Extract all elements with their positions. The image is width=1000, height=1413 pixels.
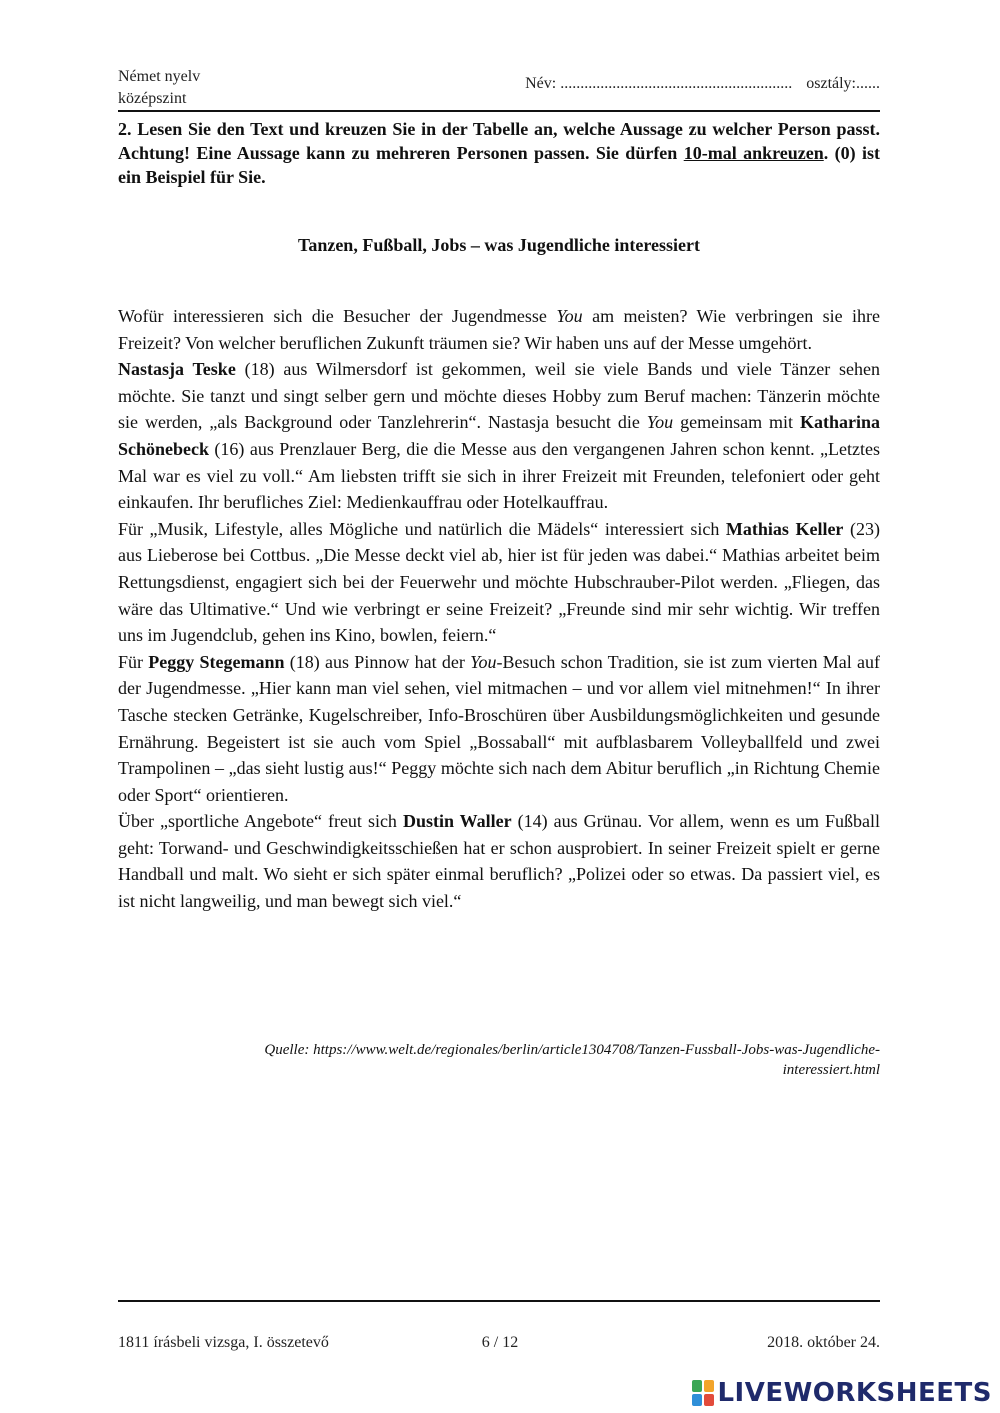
level-line: középszint <box>118 90 187 107</box>
class-field: osztály:...... <box>806 75 880 92</box>
header-divider <box>118 110 880 112</box>
liveworksheets-logo[interactable] <box>692 1378 992 1408</box>
footer-divider <box>118 1300 880 1302</box>
task-instructions: 2. Lesen Sie den Text und kreuzen Sie in der Tabelle an, welche Aussage zu welcher Person passt. Achtung! Eine Aussage kann zu mehreren Personen passen. Sie dürfen 10-mal ankreuzen. (0) ist ein Beispiel für Sie. <box>118 119 880 187</box>
footer-exam: 1811 írásbeli vizsga, I. összetevő <box>118 1334 329 1351</box>
name-class-fields <box>515 75 880 93</box>
paragraph-nastasja: Nastasja Teske (18) aus Wilmersdorf ist gekommen, weil sie viele Bands und viele Tänzer sehen möchte. Sie tanzt und singt selber gern und möchte dieses Hobby zum Beruf machen: Tänzerin möchte sie werden, „als Background oder Tanzlehrerin“. Nastasja besucht die You gemeinsam mit Katharina Schönebeck (16) aus Prenzlauer Berg, die die Messe aus den vergangenen Jahren schon kennt. „Letztes Mal war es viel zu voll.“ Am liebsten trifft sie sich in ihrer Freizeit mit Freunden, telefoniert oder geht einkaufen. Ihr berufliches Ziel: Medienkauffrau oder Hotelkauffrau. <box>118 359 881 513</box>
article-title: Tanzen, Fußball, Jobs – was Jugendliche interessiert <box>297 235 701 255</box>
person-name: Nastasja Teske <box>118 359 236 380</box>
footer-date: 2018. október 24. <box>767 1334 880 1351</box>
subject-line: Német nyelv <box>118 68 201 85</box>
brand-name: LIVEWORKSHEETS <box>717 1378 992 1408</box>
footer-page: 6 / 12 <box>481 1334 519 1351</box>
paragraph-peggy: Für Peggy Stegemann (18) aus Pinnow hat der You-Besuch schon Tradition, sie ist zum vierten Mal auf der Jugendmesse. „Hier kann man viel sehen, viel mitmachen – und vor allem viel mitnehmen!“ In ihrer Tasche stecken Getränke, Kugelschreiber, Info-Broschüren über Ausbildungsmöglichkeiten und gesunde Ernährung. Begeistert ist sie auch vom Spiel „Bossaball“ mit aufblasbarem Volleyballfeld und zwei Trampolinen – „das sieht lustig aus!“ Peggy möchte sich nach dem Abitur beruflich „in Richtung Chemie oder Sport“ orientieren. <box>118 651 881 805</box>
task-underlined: 10-mal ankreuzen <box>683 143 824 163</box>
source-citation: Quelle: https://www.welt.de/regionales/berlin/article1304708/Tanzen-Fussball-Jobs-was-Jugendliche- interessiert.html <box>264 1042 880 1078</box>
subject-label <box>118 66 200 110</box>
person-name: Katharina Schönebeck <box>118 412 881 459</box>
person-name: Peggy Stegemann <box>148 651 285 672</box>
liveworksheets-icon <box>692 1380 714 1406</box>
paragraph-intro: Wofür interessieren sich die Besucher der Jugendmesse You am meisten? Wie verbringen sie ihre Freizeit? Von welcher beruflichen Zukunft träumen sie? Wir haben uns auf der Messe umgehört. <box>118 306 880 353</box>
article-body <box>118 303 880 915</box>
person-name: Mathias Keller <box>725 518 844 539</box>
person-name: Dustin Waller <box>402 811 512 832</box>
paragraph-dustin: Über „sportliche Angebote“ freut sich Dustin Waller (14) aus Grünau. Vor allem, wenn es um Fußball geht: Torwand- und Geschwindigkeitsschießen hat er schon ausprobiert. In seiner Freizeit spielt er gerne Handball und malt. Wo sieht er sich später einmal beruflich? „Polizei oder so etwas. Da passiert viel, es ist nicht langweilig, und man bewegt sich viel.“ <box>118 811 881 912</box>
name-field: Név: .......................................................... <box>525 75 793 92</box>
paragraph-mathias: Für „Musik, Lifestyle, alles Mögliche und natürlich die Mädels“ interessiert sich Mathias Keller (23) aus Lieberose bei Cottbus. „Die Messe deckt viel ab, hier ist für jeden was dabei.“ Mathias arbeitet beim Rettungsdienst, engagiert sich bei der Feuerwehr und möchte Hubschrauber-Pilot werden. „Fliegen, das wäre das Ultimative.“ Und wie verbringt er seine Freizeit? „Freunde sind mir sehr wichtig. Wir treffen uns im Jugendclub, gehen ins Kino, bowlen, feiern.“ <box>118 518 880 646</box>
